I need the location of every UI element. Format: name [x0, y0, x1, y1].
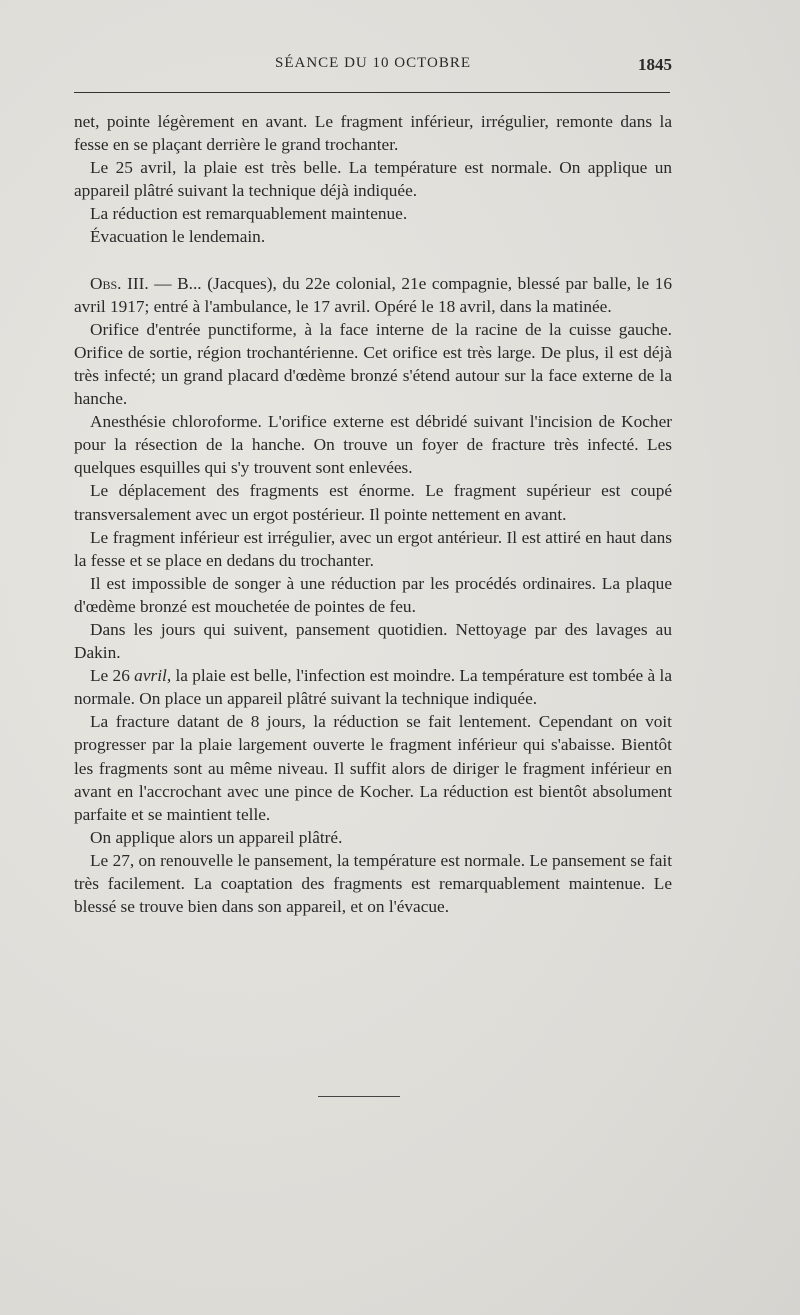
- paragraph-14: On applique alors un appareil plâtré.: [90, 827, 343, 847]
- observation-paragraph: [74, 272, 672, 318]
- section-gap: [74, 249, 672, 272]
- paragraph-10: Il est impossible de songer à une réduction par les procédés ordinaires. La plaque d'œdème bronzé est mouchetée de pointes de feu.: [74, 573, 672, 616]
- paragraph-15: Le 27, on renouvelle le pansement, la température est normale. Le pansement se fait très facilement. La coaptation des fragments est remarquablement maintenue. Le blessé se trouve bien dans son appareil, et on l'évacue.: [74, 850, 672, 917]
- paragraph-2: Le 25 avril, la plaie est très belle. La température est normale. On applique un appareil plâtré suivant la technique déjà indiquée.: [74, 158, 672, 201]
- running-title: SÉANCE DU 10 OCTOBRE: [275, 55, 471, 71]
- page-number: 1845: [638, 55, 672, 74]
- paragraph-12-italic: avril: [134, 666, 167, 686]
- end-rule: [318, 1096, 400, 1097]
- running-header: [74, 55, 672, 83]
- paragraph-4: Évacuation le lendemain.: [90, 227, 266, 247]
- paragraph-1: net, pointe légèrement en avant. Le fragment inférieur, irrégulier, remonte dans la fesse en se plaçant derrière le grand trochanter.: [74, 112, 672, 155]
- paragraph-11: Dans les jours qui suivent, pansement quotidien. Nettoyage par des lavages au Dakin.: [74, 619, 672, 663]
- observation-text: — B... (Jacques), du 22e colonial, 21e compagnie, blessé par balle, le 16 avril 1917; entré à l'ambulance, le 17 avril. Opéré le 18 avril, dans la matinée.: [74, 273, 672, 316]
- paragraph-7: Anesthésie chloroforme. L'orifice externe est débridé suivant l'incision de Kocher pour la résection de la hanche. On trouve un foyer de fracture très infecté. Les quelques esquilles qui s'y trouvent sont enlevées.: [74, 412, 672, 478]
- header-rule: [74, 92, 670, 93]
- paragraph-12-lead: Le 26: [90, 666, 135, 686]
- paragraph-13: La fracture datant de 8 jours, la réduction se fait lentement. Cependant on voit progresser par la plaie largement ouverte le fragment inférieur qui s'abaisse. Bientôt les fragments sont au même niveau. Il suffit alors de diriger le fragment inférieur en avant en l'accrochant avec une pince de Kocher. La réduction est bientôt absolument parfaite et se maintient telle.: [74, 712, 672, 824]
- paragraph-12: [74, 664, 672, 710]
- paragraph-9: Le fragment inférieur est irrégulier, avec un ergot antérieur. Il est attiré en haut dans la fesse et se place en dedans du trochanter.: [74, 527, 672, 570]
- paragraph-6: Orifice d'entrée punctiforme, à la face interne de la racine de la cuisse gauche. Orifice de sortie, région trochantérienne. Cet orifice est très large. De plus, il est déjà très infecté; un grand placard d'œdème bronzé s'étend autour sur la face externe de la hanche.: [74, 319, 672, 409]
- observation-label: Obs. III.: [90, 273, 149, 293]
- paragraph-8: Le déplacement des fragments est énorme. Le fragment supérieur est coupé transversalement avec un ergot postérieur. Il pointe nettement en avant.: [74, 481, 672, 524]
- paragraph-3: La réduction est remarquablement maintenue.: [90, 204, 408, 224]
- paragraph-12-text: , la plaie est belle, l'infection est moindre. La température est tombée à la normale. On place un appareil plâtré suivant la technique indiquée.: [74, 666, 672, 709]
- body-text: [74, 110, 672, 918]
